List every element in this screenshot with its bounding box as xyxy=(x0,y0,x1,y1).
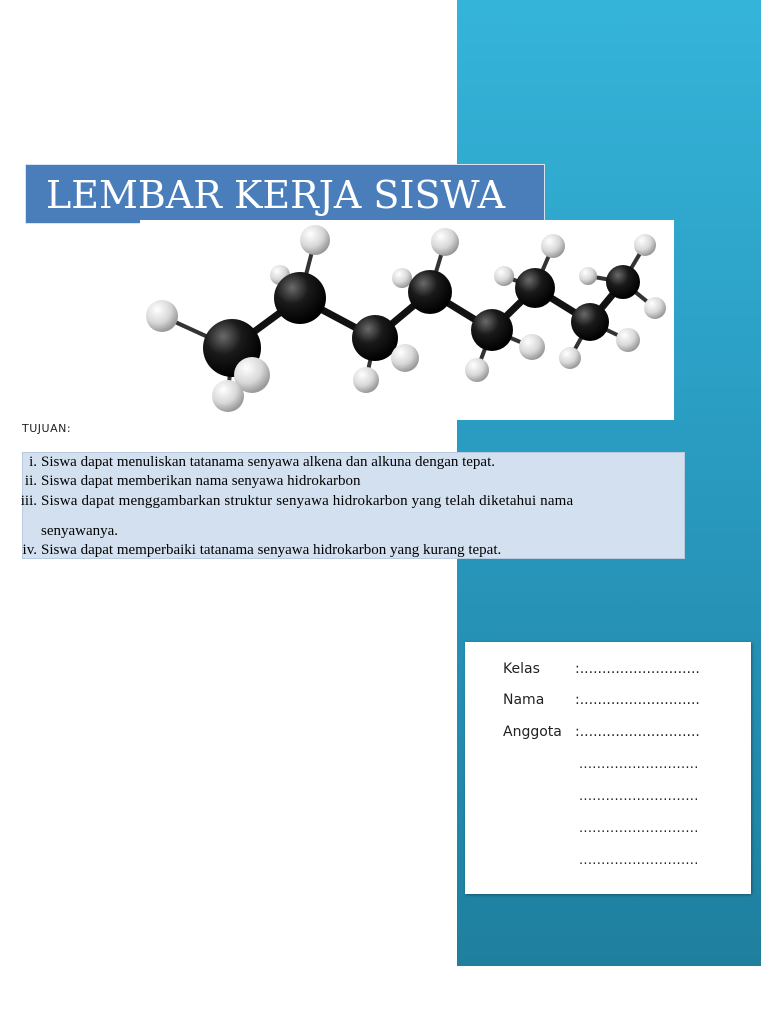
objective-text: Siswa dapat memberikan nama senyawa hidrokarbon xyxy=(41,473,361,489)
octane-molecule-image xyxy=(140,220,674,420)
anggota-field[interactable]: :........................... xyxy=(575,724,700,740)
objectives-box xyxy=(22,452,685,559)
objective-text: Siswa dapat memperbaiki tatanama senyawa hidrokarbon yang kurang tepat. xyxy=(41,542,502,558)
anggota-row xyxy=(503,724,700,740)
page-title: LEMBAR KERJA SISWA xyxy=(46,173,506,217)
objective-text: Siswa dapat menggambarkan struktur senyawa hidrokarbon yang telah diketahui nama xyxy=(41,493,574,509)
kelas-field[interactable]: :........................... xyxy=(575,661,700,677)
anggota-label: Anggota xyxy=(503,724,562,740)
anggota-extra-line[interactable]: ........................... xyxy=(579,821,699,836)
objective-number: iii. xyxy=(20,493,37,509)
objective-text: Siswa dapat menuliskan tatanama senyawa alkena dan alkuna dengan tepat. xyxy=(41,454,495,470)
objective-number: iv. xyxy=(22,542,37,558)
anggota-extra-line[interactable]: ........................... xyxy=(579,853,699,868)
nama-label: Nama xyxy=(503,692,545,708)
title-banner xyxy=(25,164,545,224)
molecule-illustration xyxy=(140,220,674,420)
anggota-extra-line[interactable]: ........................... xyxy=(579,757,699,772)
nama-row xyxy=(503,692,700,708)
kelas-label: Kelas xyxy=(503,661,540,677)
objective-number: ii. xyxy=(24,473,37,489)
objective-number: i. xyxy=(29,454,37,470)
kelas-row xyxy=(503,661,700,677)
tujuan-label: TUJUAN: xyxy=(22,422,72,435)
student-info-box xyxy=(465,642,751,894)
nama-field[interactable]: :........................... xyxy=(575,692,700,708)
objective-text: senyawanya. xyxy=(41,523,119,539)
anggota-extra-line[interactable]: ........................... xyxy=(579,789,699,804)
